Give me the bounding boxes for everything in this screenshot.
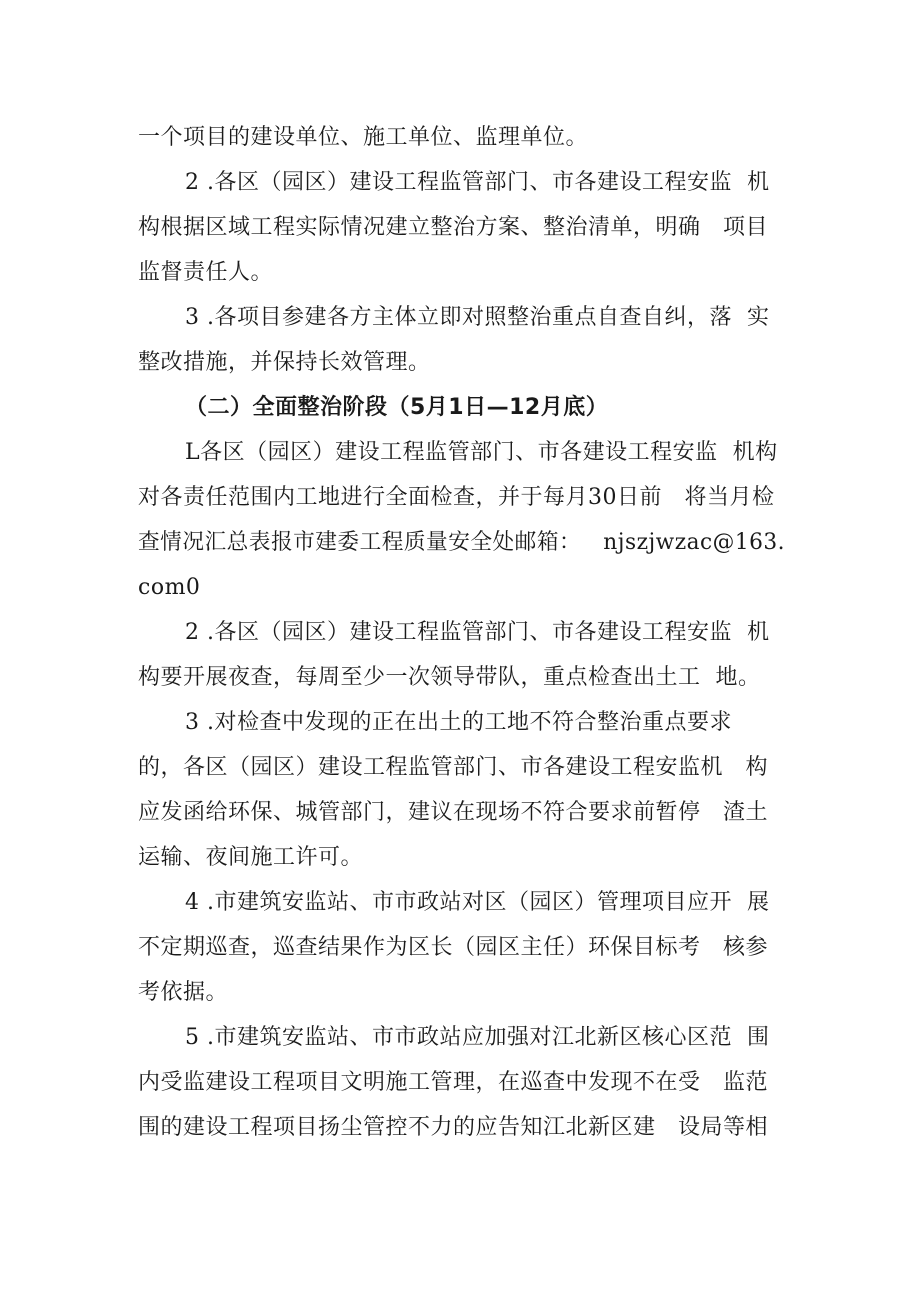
text-line: 3 .对检查中发现的正在出土的工地不符合整治重点要求 bbox=[185, 710, 732, 735]
text-line: 构根据区域工程实际情况建立整治方案、整治清单，明确 项目 bbox=[138, 215, 768, 240]
text-line: 2 .各区（园区）建设工程监管部门、市各建设工程安监 机 bbox=[185, 620, 770, 645]
section-heading: （二）全面整治阶段（5月1日—12月底） bbox=[185, 395, 609, 420]
text-line: 5 .市建筑安监站、市市政站应加强对江北新区核心区范 围 bbox=[185, 1025, 770, 1050]
text-line: 一个项目的建设单位、施工单位、监理单位。 bbox=[138, 125, 589, 150]
text-line: 不定期巡查，巡查结果作为区长（园区主任）环保目标考 核参 bbox=[138, 935, 768, 960]
text-line: 考依据。 bbox=[138, 980, 229, 1005]
text-line: 对各责任范围内工地进行全面检查，并于每月30日前 将当月检 bbox=[138, 485, 775, 510]
text-line: 3 .各项目参建各方主体立即对照整治重点自查自纠，落 实 bbox=[185, 305, 770, 330]
text-line: 运输、夜间施工许可。 bbox=[138, 845, 364, 870]
text-line: 内受监建设工程项目文明施工管理，在巡查中发现不在受 监范 bbox=[138, 1070, 768, 1095]
text-line: 查情况汇总表报市建委工程质量安全处邮箱： njszjwzac@163. bbox=[138, 530, 786, 555]
text-line: 4 .市建筑安监站、市市政站对区（园区）管理项目应开 展 bbox=[185, 890, 770, 915]
text-line: com0 bbox=[138, 575, 201, 600]
text-line: L各区（园区）建设工程监管部门、市各建设工程安监 机构 bbox=[185, 440, 778, 465]
text-line: 2 .各区（园区）建设工程监管部门、市各建设工程安监 机 bbox=[185, 170, 770, 195]
text-line: 的，各区（园区）建设工程监管部门、市各建设工程安监机 构 bbox=[138, 755, 768, 780]
text-line: 应发函给环保、城管部门，建议在现场不符合要求前暂停 渣土 bbox=[138, 800, 768, 825]
text-line: 监督责任人。 bbox=[138, 260, 274, 285]
text-line: 围的建设工程项目扬尘管控不力的应告知江北新区建 设局等相 bbox=[138, 1115, 768, 1140]
text-line: 构要开展夜查，每周至少一次领导带队，重点检查出土工 地。 bbox=[138, 665, 761, 690]
text-line: 整改措施，并保持长效管理。 bbox=[138, 350, 431, 375]
